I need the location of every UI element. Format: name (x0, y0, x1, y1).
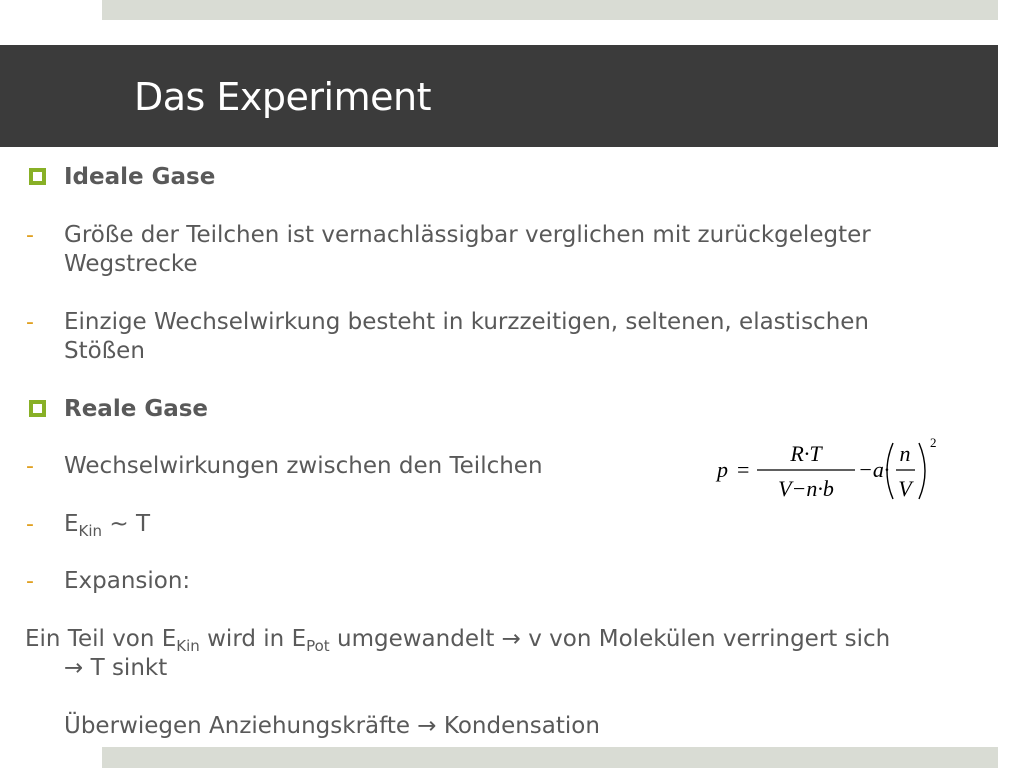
dash-bullet-icon: - (26, 569, 34, 594)
formula-numerator: R·T (790, 441, 822, 466)
real-point-3: Expansion: (64, 568, 191, 594)
formula-exponent: 2 (930, 435, 937, 450)
pot-subscript: Pot (306, 637, 330, 655)
formula-inner-denominator: V (898, 476, 912, 501)
formula-right-paren (919, 443, 925, 499)
van-der-waals-formula (705, 433, 945, 508)
real-point-2 (64, 510, 150, 539)
para-text-b: wird in E (199, 626, 307, 652)
ideal-gases-heading: Ideale Gase (64, 164, 216, 190)
kin-subscript: Kin (78, 522, 103, 540)
e-symbol: E (64, 511, 79, 537)
bottom-decoration-bar (102, 747, 998, 768)
formula-p: p (717, 457, 728, 482)
ideal-point-1-line-1: Größe der Teilchen ist vernachlässigbar verglichen mit zurückgelegter (64, 222, 871, 248)
real-gases-heading: Reale Gase (64, 396, 209, 422)
real-point-1: Wechselwirkungen zwischen den Teilchen (64, 453, 543, 479)
expansion-paragraph-line-1 (25, 625, 890, 654)
kin-subscript: Kin (176, 637, 200, 655)
formula-minus-a: −a· (858, 457, 890, 482)
proportional-to-t: ~ T (102, 511, 151, 537)
expansion-paragraph-line-2: → T sinkt (64, 655, 168, 681)
square-bullet-icon (29, 400, 46, 417)
formula-inner-numerator: n (899, 441, 911, 466)
slide-title: Das Experiment (134, 75, 431, 119)
formula-denominator: V−n·b (778, 476, 834, 501)
dash-bullet-icon: - (26, 454, 34, 479)
top-decoration-bar (102, 0, 998, 20)
ideal-point-2-line-1: Einzige Wechselwirkung besteht in kurzzeitigen, seltenen, elastischen (64, 309, 869, 335)
para-text-a: Ein Teil von E (25, 626, 177, 652)
formula-equals: = (737, 457, 750, 482)
ideal-point-1-line-2: Wegstrecke (64, 251, 198, 277)
square-bullet-icon (29, 168, 46, 185)
dash-bullet-icon: - (26, 223, 34, 248)
dash-bullet-icon: - (26, 310, 34, 335)
dash-bullet-icon: - (26, 512, 34, 537)
ideal-point-2-line-2: Stößen (64, 338, 145, 364)
para-text-c: umgewandelt → v von Molekülen verringert sich (329, 626, 891, 652)
condensation-paragraph: Überwiegen Anziehungskräfte → Kondensation (64, 713, 600, 739)
